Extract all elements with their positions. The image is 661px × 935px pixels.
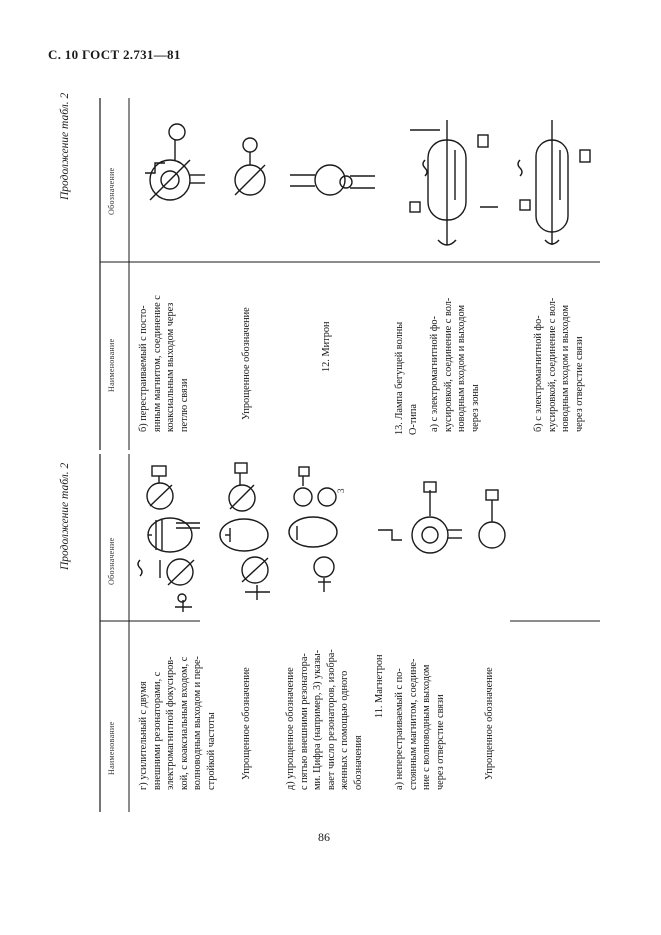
page-number: 86: [318, 830, 330, 844]
symbol-mitron: [290, 165, 375, 195]
left-col-symbol-header: Обозначение: [107, 537, 116, 585]
left-row-d: д) упрощенное обозначение с пятью внешними резонатора- ми. Цифра (например, 3) указы- вает число резонаторов, изобра- женных с помощью одного обозначения: [285, 649, 364, 790]
left-row-simplified-1: Упрощенное обозначение: [241, 667, 252, 780]
symbol-klystron-five-resonators: [289, 467, 337, 592]
right-col-symbol-header: Обозначение: [107, 167, 116, 215]
left-row-magnetron-a: а) неперестраиваемый с по- стоянным магнитом, соедине- ние с волноводным выходом через отверстие связи: [394, 658, 446, 790]
right-row-mitron: 12. Митрон: [321, 321, 332, 372]
right-row-b: б) перестраиваемый с посто- янным магнитом, соединение с коаксиальным выходом через петлю связи: [138, 295, 190, 432]
symbol-magnetron-tunable: [145, 124, 205, 200]
left-col-name-header: Наименование: [107, 721, 116, 775]
right-row-twt-a: а) с электромагнитной фо- кусировкой, соединение с вол- новодным входом и выходом через зоны: [429, 297, 481, 432]
symbol-klystron-amplifier: [138, 466, 200, 612]
symbol-twt-zones: [410, 120, 498, 245]
left-row-simplified-2: Упрощенное обозначение: [484, 667, 495, 780]
symbol-twt-coupling-holes: [518, 120, 590, 245]
right-continuation-label: Продолжение табл. 2: [59, 92, 71, 200]
left-row-g: г) усилительный с двумя внешними резонаторами, с электромагнитной фокусиров- кой, с коаксиальным входом, с волноводным выходом и пере- стройкой частоты: [138, 656, 217, 790]
right-row-simplified: Упрощенное обозначение: [241, 307, 252, 420]
right-row-twt-title: 13. Лампа бегущей волны О-типа: [394, 321, 419, 435]
right-col-name-header: Наименование: [107, 338, 116, 392]
symbol-klystron-simplified: [220, 463, 270, 600]
page-header: С. 10 ГОСТ 2.731—81: [48, 47, 181, 62]
left-row-magnetron-title: 11. Магнетрон: [374, 654, 385, 718]
symbol-magnetron-tunable-simplified: [235, 138, 265, 195]
left-continuation-label: Продолжение табл. 2: [59, 462, 71, 570]
symbol-magnetron-simplified: [479, 490, 505, 548]
right-row-twt-b: б) с электромагнитной фо- кусировкой, соединение с вол- новодным входом и выходом через отверстие связи: [533, 297, 585, 432]
symbol-magnetron-fixed: [378, 482, 462, 553]
resonator-count-label: 3: [336, 488, 346, 493]
